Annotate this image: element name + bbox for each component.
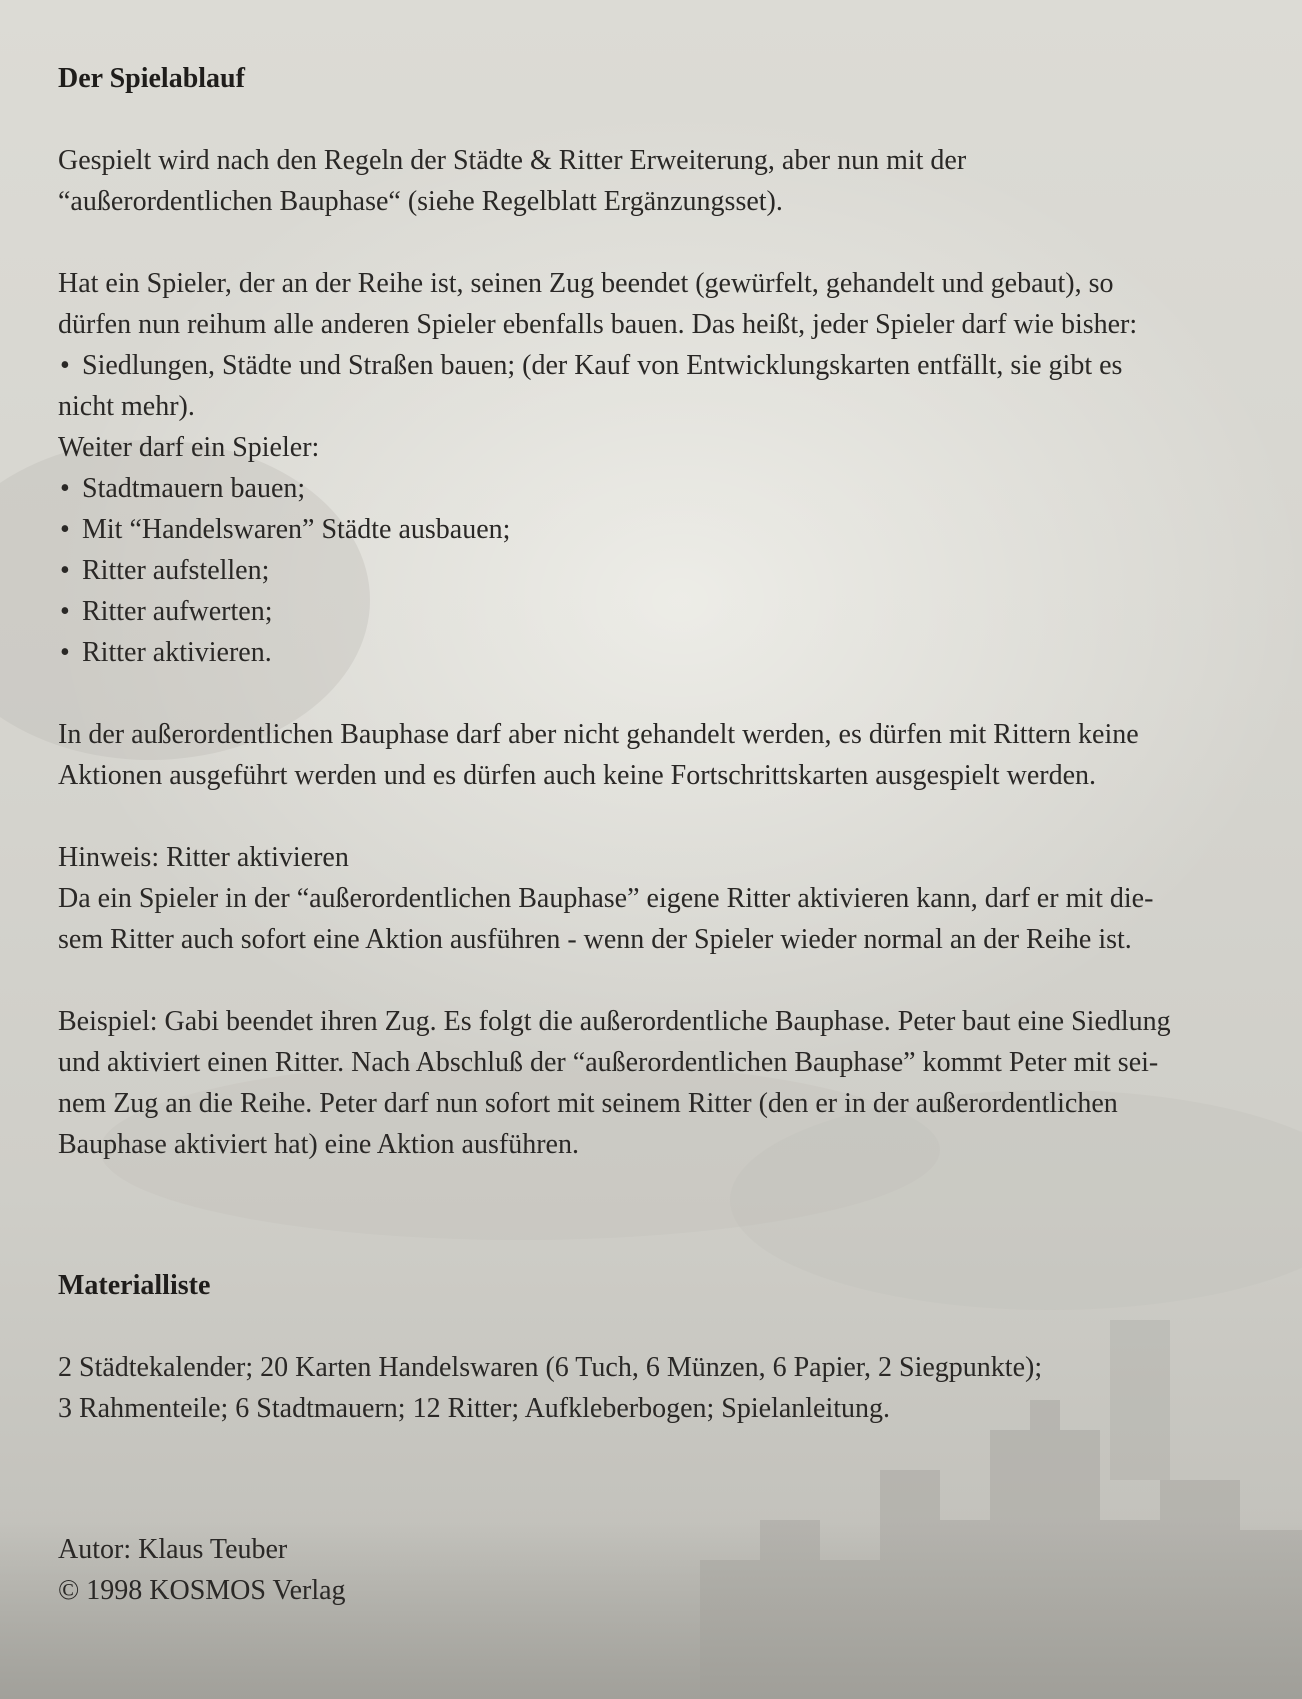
list-item: • Stadtmauern bauen; <box>58 468 1248 509</box>
build-text-continuation: nicht mehr). <box>58 391 195 422</box>
example-line: nem Zug an die Reihe. Peter darf nun sofort mit seinem Ritter (den er in der außerordentlichen <box>58 1088 1118 1119</box>
author-credit: Autor: Klaus Teuber <box>58 1534 288 1565</box>
material-heading: Materialliste <box>58 1270 211 1301</box>
further-label: Weiter darf ein Spieler: <box>58 432 320 463</box>
action-list <box>58 468 1248 673</box>
turn-text-line: Hat ein Spieler, der an der Reihe ist, seinen Zug beendet (gewürfelt, gehandelt und gebaut), so <box>58 268 1114 299</box>
restriction-line: In der außerordentlichen Bauphase darf aber nicht gehandelt werden, es dürfen mit Rittern keine <box>58 719 1139 750</box>
intro-line: Gespielt wird nach den Regeln der Städte & Ritter Erweiterung, aber nun mit der <box>58 145 967 176</box>
example-line: Beispiel: Gabi beendet ihren Zug. Es folgt die außerordentliche Bauphase. Peter baut eine Siedlung <box>58 1006 1171 1037</box>
note-line: sem Ritter auch sofort eine Aktion ausführen - wenn der Spieler wieder normal an der Reihe ist. <box>58 924 1132 955</box>
build-list <box>58 345 1248 386</box>
list-item: • Mit “Handelswaren” Städte ausbauen; <box>58 509 1248 550</box>
section-heading: Der Spielablauf <box>58 63 245 94</box>
material-line: 3 Rahmenteile; 6 Stadtmauern; 12 Ritter; Aufkleberbogen; Spielanleitung. <box>58 1393 891 1424</box>
copyright-notice: © 1998 KOSMOS Verlag <box>58 1575 346 1606</box>
example-line: Bauphase aktiviert hat) eine Aktion ausführen. <box>58 1129 579 1160</box>
list-item: • Ritter aufstellen; <box>58 550 1248 591</box>
restriction-line: Aktionen ausgeführt werden und es dürfen auch keine Fortschrittskarten ausgespielt werden. <box>58 760 1097 791</box>
example-line: und aktiviert einen Ritter. Nach Abschluß der “außerordentlichen Bauphase” kommt Peter mit sei- <box>58 1047 1159 1078</box>
turn-text-line: dürfen nun reihum alle anderen Spieler ebenfalls bauen. Das heißt, jeder Spieler darf wie bisher: <box>58 309 1138 340</box>
material-line: 2 Städtekalender; 20 Karten Handelswaren (6 Tuch, 6 Münzen, 6 Papier, 2 Siegpunkte); <box>58 1352 1043 1383</box>
intro-line: “außerordentlichen Bauphase“ (siehe Regelblatt Ergänzungsset). <box>58 186 783 217</box>
note-title: Hinweis: Ritter aktivieren <box>58 842 349 873</box>
list-item: • Siedlungen, Städte und Straßen bauen; (der Kauf von Entwicklungskarten entfällt, sie gibt es <box>58 345 1248 386</box>
document-body <box>58 58 1248 1611</box>
list-item: • Ritter aufwerten; <box>58 591 1248 632</box>
list-item: • Ritter aktivieren. <box>58 632 1248 673</box>
note-line: Da ein Spieler in der “außerordentlichen Bauphase” eigene Ritter aktivieren kann, darf er mit die- <box>58 883 1154 914</box>
